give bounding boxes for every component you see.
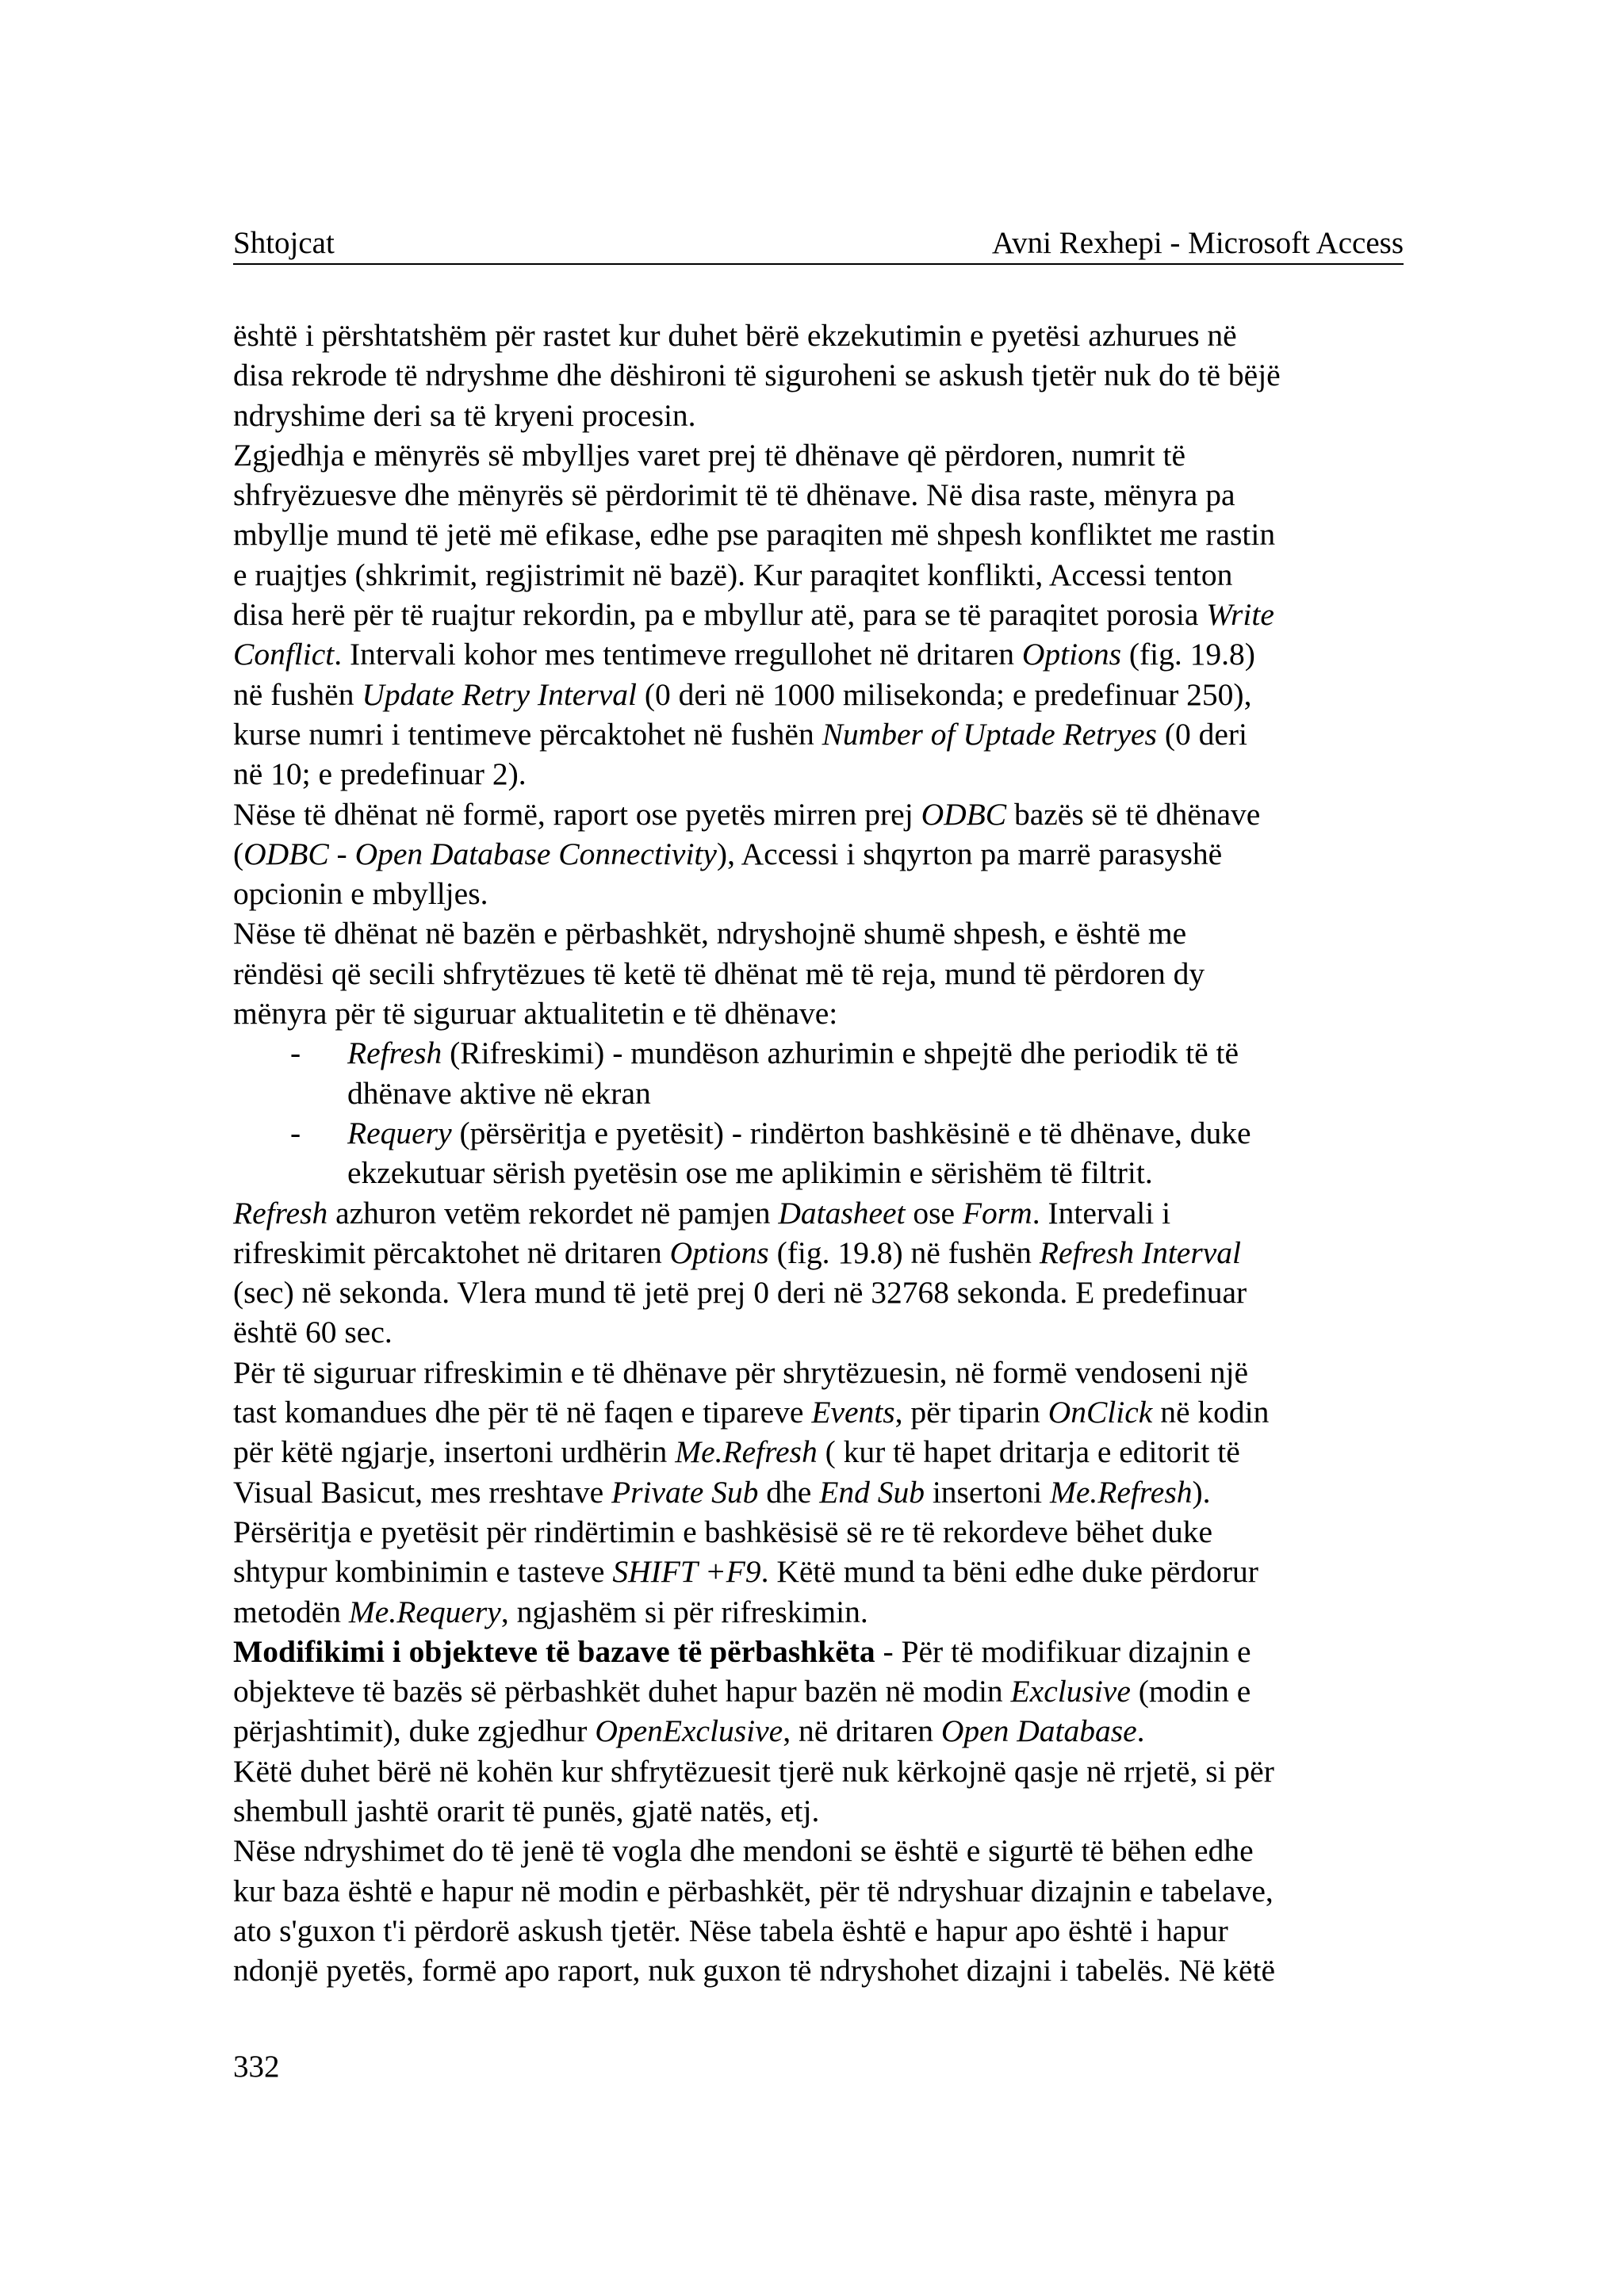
text-line: disa rekrode të ndryshme dhe dëshironi të siguroheni se askush tjetër nuk do të bëjë — [233, 358, 1281, 393]
text-run: Visual Basicut, mes rreshtave — [233, 1474, 611, 1510]
text-run: për këtë ngjarje, insertoni urdhërin — [233, 1434, 676, 1470]
body-text — [233, 316, 1404, 1990]
text-run: (përsëritja e pyetësit) - rindërton bashkësinë e të dhënave, duke — [451, 1115, 1251, 1150]
text-line: opcionin e mbylljes. — [233, 876, 488, 912]
paragraph-1 — [233, 316, 1404, 435]
text-line: është 60 sec. — [233, 1315, 393, 1350]
text-run: ose — [905, 1195, 963, 1231]
paragraph-5 — [233, 1193, 1404, 1353]
text-run: (0 deri — [1156, 716, 1248, 752]
text-run: (fig. 19.8) në fushën — [768, 1235, 1040, 1270]
text-line — [233, 675, 1404, 714]
italic-term: Refresh Interval — [1039, 1235, 1241, 1270]
text-run: . Këtë mund ta bëni edhe duke përdorur — [760, 1554, 1258, 1590]
text-run: , ngjashëm si për rifreskimin. — [500, 1594, 868, 1629]
italic-term: Form — [962, 1195, 1032, 1231]
text-line — [233, 1632, 1404, 1671]
running-header — [233, 224, 1404, 265]
italic-term: Options — [669, 1235, 769, 1270]
italic-term: OnClick — [1048, 1395, 1153, 1430]
italic-term: OpenExclusive — [595, 1713, 783, 1749]
text-run: kurse numri i tentimeve përcaktohet në fushën — [233, 716, 822, 752]
italic-term: Requery — [347, 1115, 452, 1150]
text-run: disa herë për të ruajtur rekordin, pa e mbyllur atë, para se të paraqitet porosia — [233, 597, 1207, 633]
paragraph-6 — [233, 1353, 1404, 1512]
text-run: përjashtimit), duke zgjedhur — [233, 1713, 596, 1749]
text-line — [347, 1113, 1404, 1153]
text-line: shfryëzuesve dhe mënyrës së përdorimit të të dhënave. Në disa raste, mënyra pa — [233, 477, 1235, 513]
text-line — [233, 1193, 1404, 1233]
text-run: metodën — [233, 1594, 349, 1629]
text-line — [233, 1552, 1404, 1591]
text-line — [347, 1033, 1404, 1073]
text-line — [233, 1592, 1404, 1632]
text-line: Për të siguruar rifreskimin e të dhënave për shrytëzuesin, në formë vendoseni një — [233, 1354, 1249, 1390]
italic-term: Me.Requery — [348, 1594, 501, 1629]
text-line — [233, 1392, 1404, 1432]
text-run: shtypur kombinimin e tasteve — [233, 1554, 613, 1590]
italic-term: Events — [811, 1395, 895, 1430]
italic-term: Conflict — [233, 637, 335, 672]
text-line: kur baza është e hapur në modin e përbashkët, për të ndryshuar dizajnin e tabelave, — [233, 1873, 1274, 1908]
italic-term: Refresh — [233, 1195, 328, 1231]
text-line: Nëse të dhënat në bazën e përbashkët, ndryshojnë shumë shpesh, e është me — [233, 916, 1187, 951]
paragraph-10 — [233, 1831, 1404, 1990]
list-dash: - — [290, 1115, 301, 1150]
text-run: azhuron vetëm rekordet në pamjen — [327, 1195, 779, 1231]
text-line: Nëse ndryshimet do të jenë të vogla dhe mendoni se është e sigurtë të bëhen edhe — [233, 1833, 1254, 1869]
text-line: është i përshtatshëm për rastet kur duhet bërë ekzekutimin e pyetësi azhurues në — [233, 318, 1237, 353]
text-run: (0 deri në 1000 milisekonda; e predefinuar 250), — [636, 676, 1252, 712]
paragraph-4 — [233, 913, 1404, 1033]
header-author-title: Avni Rexhepi - Microsoft Access — [991, 226, 1404, 260]
text-run: tast komandues dhe për të në faqen e tipareve — [233, 1395, 812, 1430]
text-run: në kodin — [1152, 1395, 1270, 1430]
text-line: (sec) në sekonda. Vlera mund të jetë prej 0 deri në 32768 sekonda. E predefinuar — [233, 1275, 1247, 1311]
italic-term: ODBC - Open Database Connectivity — [243, 836, 717, 871]
page-number: 332 — [233, 2050, 280, 2084]
text-run: bazës së të dhënave — [1006, 796, 1261, 832]
text-line: ato s'guxon t'i përdorë askush tjetër. Nëse tabela është e hapur apo është i hapur — [233, 1912, 1228, 1948]
text-run: në fushën — [233, 676, 362, 712]
italic-term: Refresh — [347, 1035, 442, 1071]
text-line: në 10; e predefinuar 2). — [233, 756, 527, 792]
paragraph-7 — [233, 1512, 1404, 1632]
text-line: e ruajtjes (shkrimit, regjistrimit në bazë). Kur paraqitet konflikti, Accessi tenton — [233, 557, 1233, 592]
text-line: mbyllje mund të jetë më efikase, edhe pse paraqiten më shpesh konfliktet me rastin — [233, 517, 1276, 553]
text-run: ( — [233, 836, 244, 871]
text-run: . Intervali i — [1032, 1195, 1171, 1231]
section-heading: Modifikimi i objekteve të bazave të përbashkëta — [233, 1633, 875, 1669]
text-run: ( kur të hapet dritarja e editorit të — [817, 1434, 1240, 1470]
text-line — [233, 714, 1404, 754]
italic-term: Datasheet — [778, 1195, 906, 1231]
italic-term: Update Retry Interval — [362, 676, 637, 712]
text-line — [233, 1432, 1404, 1472]
list-item-refresh — [233, 1033, 1404, 1113]
text-line: dhënave aktive në ekran — [347, 1075, 651, 1111]
text-run: ), Accessi i shqyrton pa marrë parasyshë — [716, 836, 1223, 871]
list-item-requery — [233, 1113, 1404, 1193]
text-line — [233, 834, 1404, 874]
text-line — [233, 1233, 1404, 1273]
text-run: (modin e — [1130, 1674, 1251, 1709]
italic-term: ODBC — [921, 796, 1007, 832]
text-line: mënyra për të siguruar aktualitetin e të dhënave: — [233, 996, 838, 1032]
text-line — [233, 794, 1404, 834]
text-line: rëndësi që secili shfrytëzues të ketë të dhënat më të reja, mund të përdoren dy — [233, 955, 1205, 991]
text-line: ndryshime deri sa të kryeni procesin. — [233, 397, 696, 433]
text-line — [233, 1671, 1404, 1711]
italic-term: Me.Refresh — [1049, 1474, 1193, 1510]
text-run: Nëse të dhënat në formë, raport ose pyetës mirren prej — [233, 796, 921, 832]
text-run: (fig. 19.8) — [1120, 637, 1255, 672]
text-run: (Rifreskimi) - mundëson azhurimin e shpejtë dhe periodik të të — [442, 1035, 1239, 1071]
text-run: . Intervali kohor mes tentimeve rregullohet në dritaren — [334, 637, 1022, 672]
header-section-title: Shtojcat — [233, 226, 335, 260]
text-line: ekzekutuar sërish pyetësin ose me aplikimin e sërishëm të filtrit. — [347, 1155, 1153, 1191]
italic-term: Number of Uptade Retryes — [822, 716, 1157, 752]
italic-term: Exclusive — [1010, 1674, 1131, 1709]
text-run: rifreskimit përcaktohet në dritaren — [233, 1235, 670, 1270]
paragraph-9 — [233, 1751, 1404, 1832]
paragraph-8 — [233, 1632, 1404, 1751]
italic-term: End Sub — [819, 1474, 925, 1510]
italic-term: Options — [1021, 637, 1121, 672]
text-line: shembull jashtë orarit të punës, gjatë natës, etj. — [233, 1793, 820, 1828]
italic-term: Me.Refresh — [675, 1434, 818, 1470]
paragraph-3 — [233, 794, 1404, 914]
italic-term: Private Sub — [611, 1474, 759, 1510]
text-run: - Për të modifikuar dizajnin e — [875, 1633, 1251, 1669]
text-run: insertoni — [924, 1474, 1050, 1510]
text-run: , në dritaren — [783, 1713, 941, 1749]
paragraph-2 — [233, 435, 1404, 794]
text-run: objekteve të bazës së përbashkët duhet hapur bazën në modin — [233, 1674, 1011, 1709]
italic-term: Open Database — [940, 1713, 1137, 1749]
italic-term: Write — [1206, 597, 1274, 633]
text-line: Përsëritja e pyetësit për rindërtimin e bashkësisë së re të rekordeve bëhet duke — [233, 1514, 1212, 1549]
text-line — [233, 595, 1404, 634]
text-run: . — [1136, 1713, 1145, 1749]
text-line: Zgjedhja e mënyrës së mbylljes varet prej të dhënave që përdoren, numrit të — [233, 437, 1186, 473]
text-run: ). — [1192, 1474, 1211, 1510]
italic-term: SHIFT +F9 — [612, 1554, 761, 1590]
bullet-list — [233, 1033, 1404, 1192]
text-line — [233, 1472, 1404, 1512]
text-line: ndonjë pyetës, formë apo raport, nuk guxon të ndryshohet dizajni i tabelës. Në këtë — [233, 1953, 1276, 1989]
list-dash: - — [290, 1035, 301, 1071]
text-line — [233, 1711, 1404, 1751]
text-line — [233, 634, 1404, 674]
text-run: , për tiparin — [894, 1395, 1048, 1430]
text-run: dhe — [758, 1474, 820, 1510]
text-line: Këtë duhet bërë në kohën kur shfrytëzuesit tjerë nuk kërkojnë qasje në rrjetë, si për — [233, 1753, 1274, 1789]
